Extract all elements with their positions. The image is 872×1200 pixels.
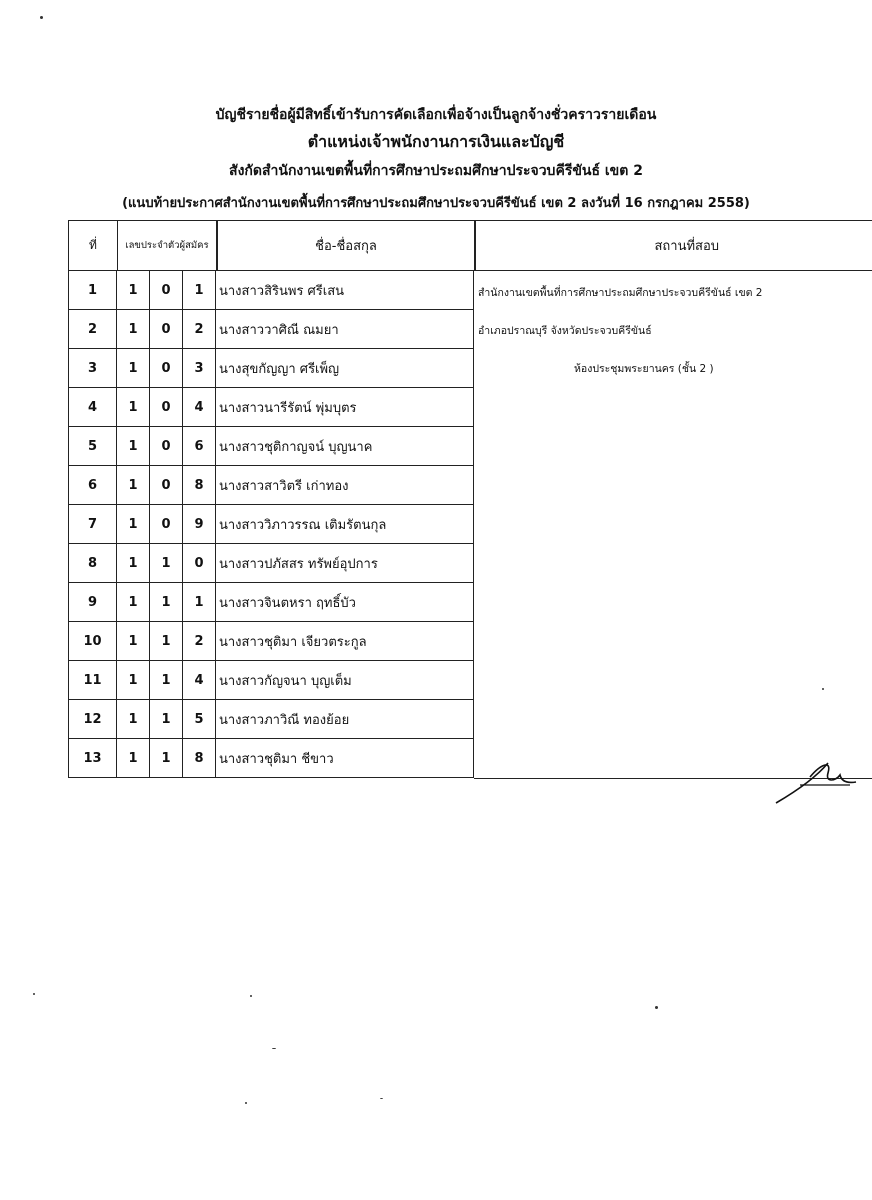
applicant-id-digit: 1 (117, 700, 150, 739)
header-no: ที่ (68, 220, 118, 271)
applicant-id-digit: 0 (183, 544, 216, 583)
venue-room: ห้องประชุมพระยานคร (ชั้น 2 ) (574, 363, 714, 375)
applicant-id-digit: 1 (117, 427, 150, 466)
applicant-id-digit: 0 (150, 427, 183, 466)
header-venue: สถานที่สอบ (474, 220, 872, 271)
applicant-id-digit: 6 (183, 427, 216, 466)
applicant-id-digit: 1 (117, 271, 150, 310)
scan-speck (33, 993, 35, 995)
scan-speck (822, 688, 824, 690)
applicant-id-digit: 2 (183, 622, 216, 661)
venue-cell (474, 270, 872, 779)
row-number: 9 (68, 583, 117, 622)
applicant-name: นางสาวสาวิตรี เก่าทอง (216, 466, 474, 505)
applicant-id-digit: 1 (183, 583, 216, 622)
applicant-id-digit: 1 (117, 739, 150, 778)
applicant-name: นางสาวจินตหรา ฤทธิ์บัว (216, 583, 474, 622)
scan-speck (40, 16, 43, 19)
applicant-id-digit: 0 (150, 271, 183, 310)
applicant-id-digit: 0 (150, 349, 183, 388)
applicant-name: นางสาวภาวิณี ทองย้อย (216, 700, 474, 739)
applicant-id-digit: 1 (117, 310, 150, 349)
applicant-id-digit: 1 (117, 388, 150, 427)
applicant-id-digit: 1 (117, 349, 150, 388)
applicant-id-digit: 5 (183, 700, 216, 739)
applicant-id-digit: 2 (183, 310, 216, 349)
position-title: ตำแหน่งเจ้าพนักงานการเงินและบัญชี (307, 132, 565, 151)
applicant-id-digit: 1 (183, 271, 216, 310)
row-number: 11 (68, 661, 117, 700)
applicant-id-digit: 9 (183, 505, 216, 544)
applicant-id-digit: 1 (150, 544, 183, 583)
applicant-name: นางสาววาศิณี ณมยา (216, 310, 474, 349)
applicant-id-digit: 1 (150, 661, 183, 700)
applicant-id-digit: 4 (183, 661, 216, 700)
applicant-id-digit: 0 (150, 310, 183, 349)
announcement-reference: (แนบท้ายประกาศสำนักงานเขตพื้นที่การศึกษาประถมศึกษาประจวบคีรีขันธ์ เขต 2 ลงวันที่ 16 กรกฎาคม 2558) (122, 196, 750, 211)
applicant-id-digit: 1 (117, 583, 150, 622)
applicant-id-digit: 8 (183, 466, 216, 505)
row-number: 4 (68, 388, 117, 427)
applicant-id-digit: 1 (150, 700, 183, 739)
row-number: 7 (68, 505, 117, 544)
row-number: 10 (68, 622, 117, 661)
office-title: สังกัดสำนักงานเขตพื้นที่การศึกษาประถมศึกษาประจวบคีรีขันธ์ เขต 2 (229, 163, 643, 179)
applicant-id-digit: 1 (150, 622, 183, 661)
scan-speck (245, 1102, 247, 1104)
applicant-name: นางสาวปภัสสร ทรัพย์อุปการ (216, 544, 474, 583)
applicant-id-digit: 1 (117, 622, 150, 661)
applicant-name: นางสาวสิรินพร ศรีเสน (216, 271, 474, 310)
row-number: 3 (68, 349, 117, 388)
applicant-id-digit: 0 (150, 505, 183, 544)
scan-speck (655, 1006, 658, 1009)
row-number: 8 (68, 544, 117, 583)
applicant-id-digit: 1 (117, 661, 150, 700)
scan-speck (250, 995, 252, 997)
applicant-id-digit: 3 (183, 349, 216, 388)
applicant-id-digit: 1 (150, 739, 183, 778)
row-number: 12 (68, 700, 117, 739)
row-number: 5 (68, 427, 117, 466)
applicant-name: นางสาวชุติกาญจน์ บุญนาค (216, 427, 474, 466)
applicant-id-digit: 1 (117, 544, 150, 583)
list-title: บัญชีรายชื่อผู้มีสิทธิ์เข้ารับการคัดเลือกเพื่อจ้างเป็นลูกจ้างชั่วคราวรายเดือน (215, 107, 657, 123)
applicant-id-digit: 1 (117, 466, 150, 505)
signature-mark (770, 755, 860, 810)
applicant-name: นางสาววิภาวรรณ เติมรัตนกุล (216, 505, 474, 544)
applicant-id-digit: 0 (150, 388, 183, 427)
row-number: 13 (68, 739, 117, 778)
applicant-name: นางสาวชุติมา ชีขาว (216, 739, 474, 778)
row-number: 2 (68, 310, 117, 349)
applicant-id-digit: 0 (150, 466, 183, 505)
applicant-name: นางสาวกัญจนา บุญเต็ม (216, 661, 474, 700)
scan-speck (380, 1098, 383, 1099)
applicant-name: นางสุขกัญญา ศรีเพ็ญ (216, 349, 474, 388)
scan-speck (272, 1048, 276, 1049)
applicant-name: นางสาวนารีรัตน์ พุ่มบุตร (216, 388, 474, 427)
row-number: 1 (68, 271, 117, 310)
applicant-id-digit: 8 (183, 739, 216, 778)
applicant-id-digit: 1 (117, 505, 150, 544)
venue-district: อำเภอปราณบุรี จังหวัดประจวบคีรีขันธ์ (478, 325, 652, 337)
applicant-id-digit: 1 (150, 583, 183, 622)
row-number: 6 (68, 466, 117, 505)
applicant-id-digit: 4 (183, 388, 216, 427)
header-applicant-id: เลขประจำตัวผู้สมัคร (117, 220, 218, 271)
header-name: ชื่อ-ชื่อสกุล (216, 220, 476, 271)
venue-office: สำนักงานเขตพื้นที่การศึกษาประถมศึกษาประจวบคีรีขันธ์ เขต 2 (478, 287, 763, 299)
applicant-name: นางสาวชุติมา เจียวตระกูล (216, 622, 474, 661)
